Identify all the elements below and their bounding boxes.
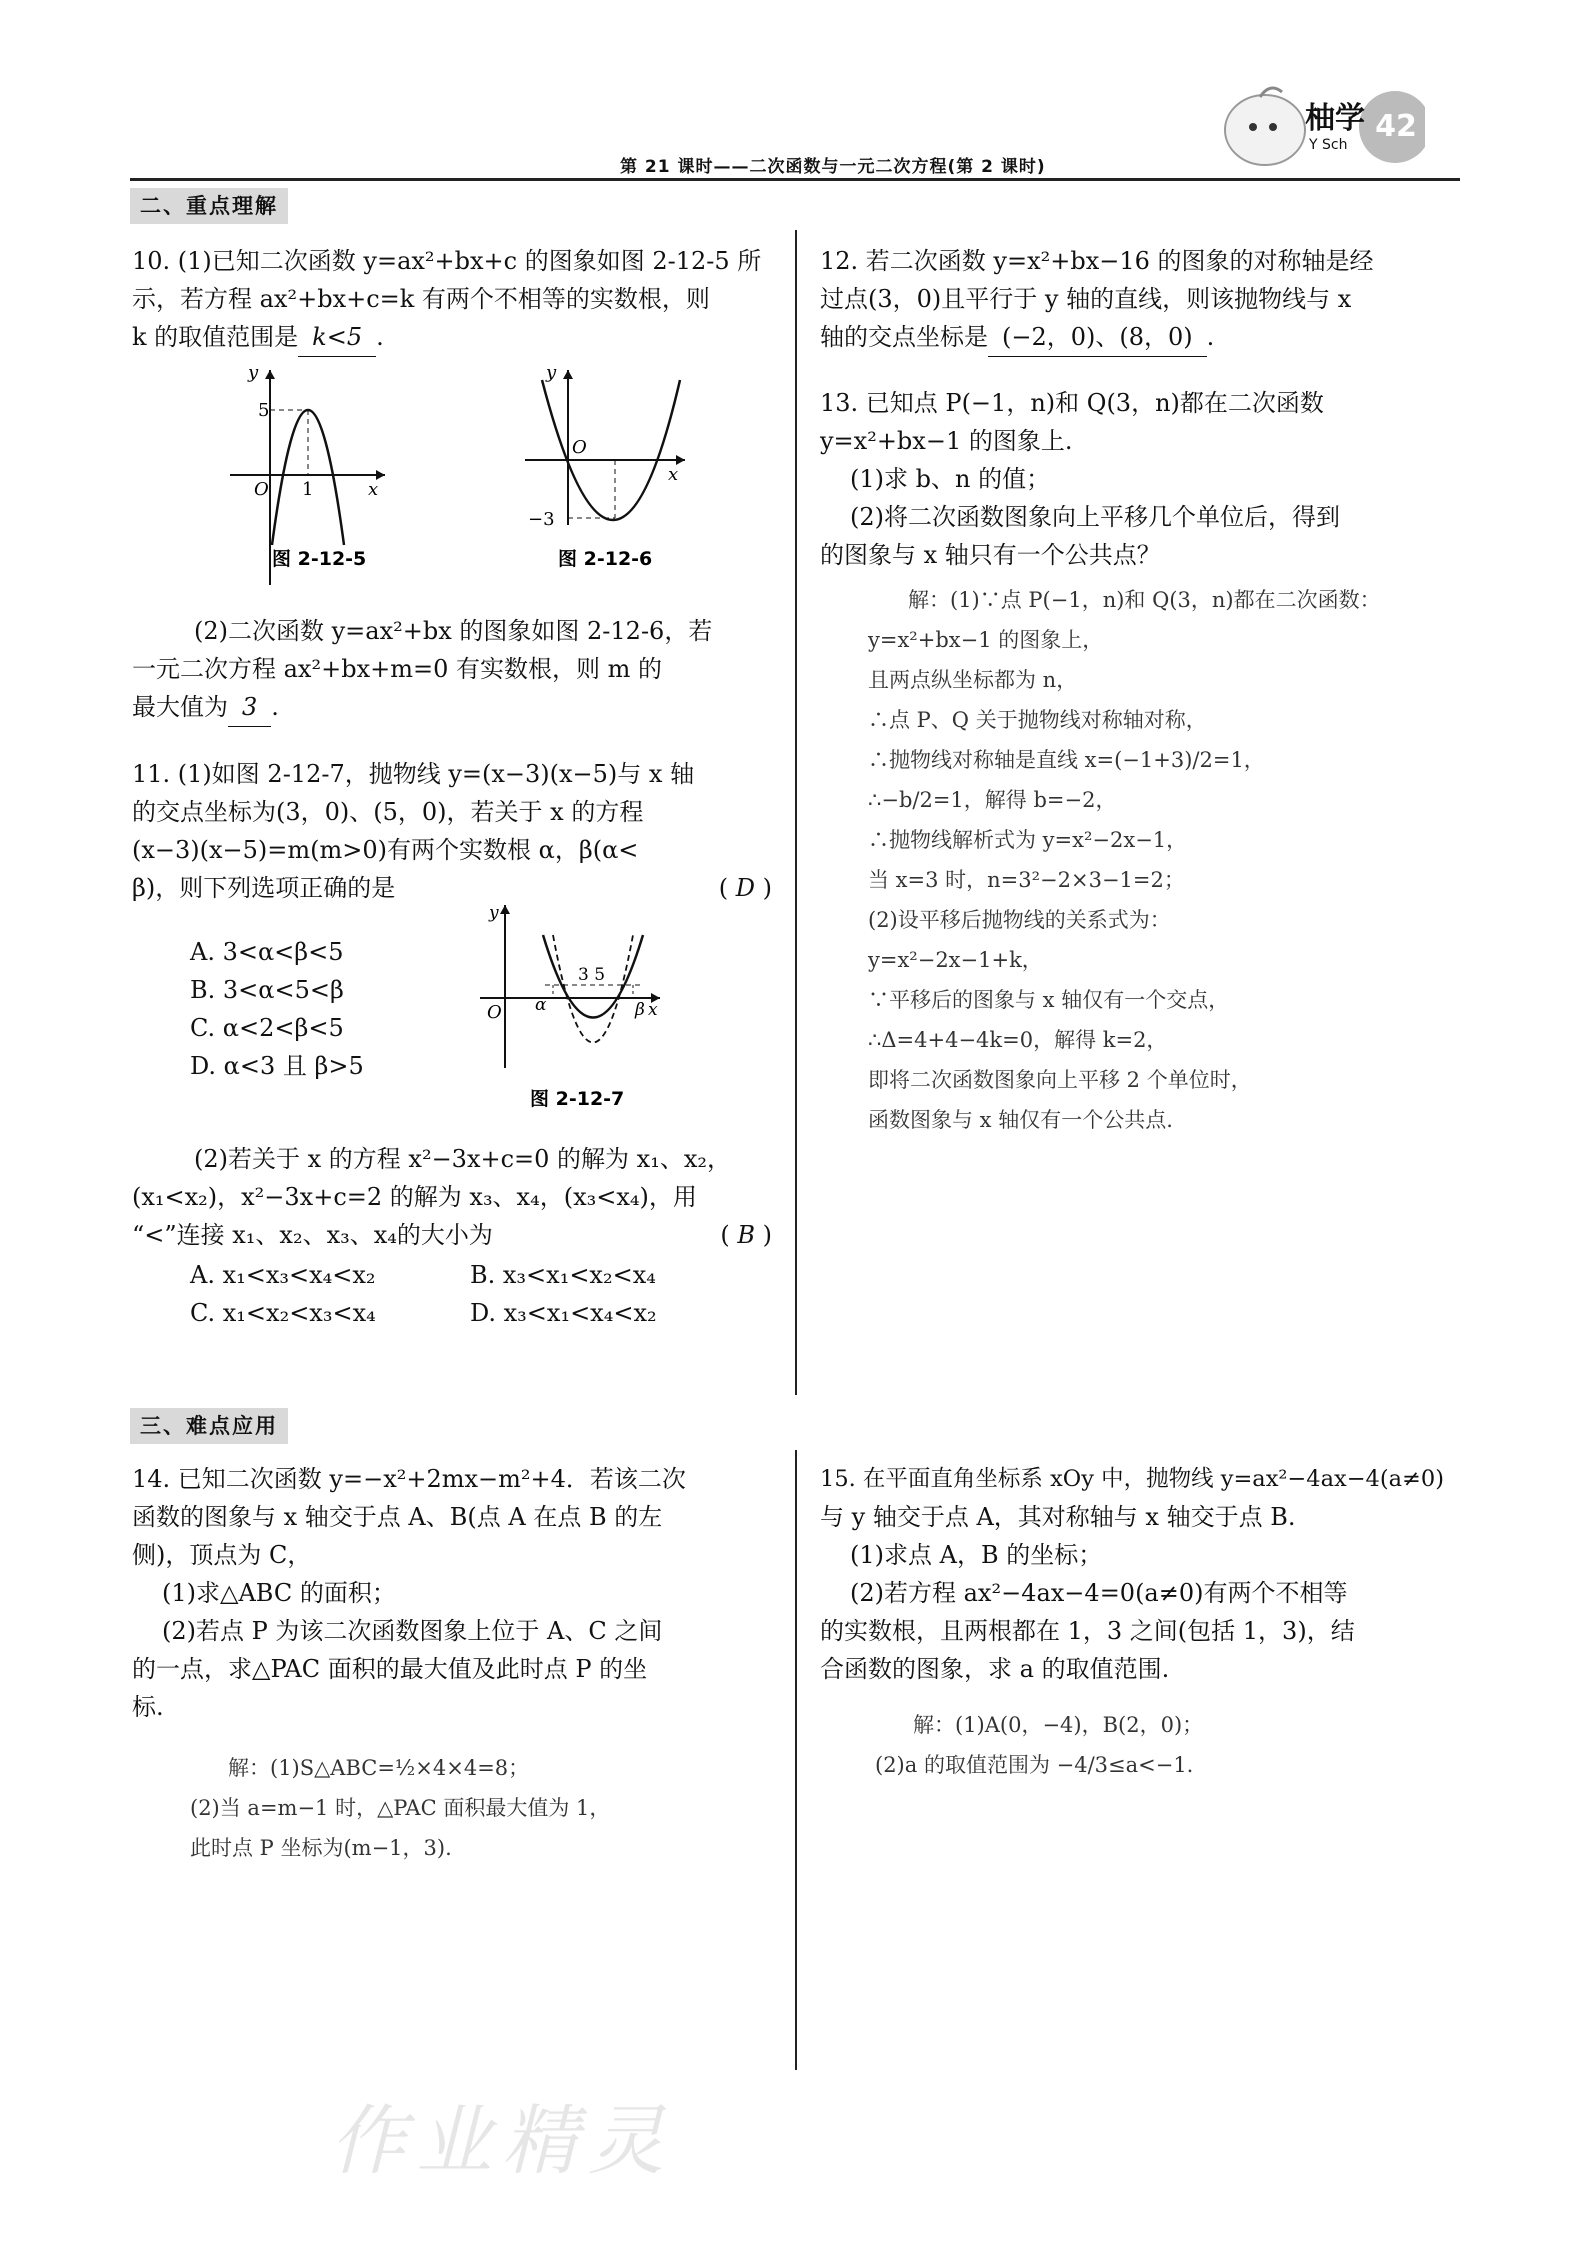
q13-sol-line: 即将二次函数图象向上平移 2 个单位时， bbox=[868, 1068, 1252, 1092]
question-15 bbox=[820, 1460, 1470, 1688]
q15-line6: 合函数的图象，求 a 的取值范围. bbox=[820, 1655, 1170, 1683]
q10-p2-line2: 一元二次方程 ax²+bx+m=0 有实数根，则 m 的 bbox=[132, 655, 662, 683]
q13-sol-line: y=x²+bx−1 的图象上， bbox=[868, 628, 1104, 652]
fig3-label-35: 3 5 bbox=[578, 965, 606, 985]
figure-2-12-7 bbox=[475, 900, 665, 1120]
q13-sol-line: y=x²−2x−1+k， bbox=[868, 948, 1043, 972]
q15-solution bbox=[875, 1705, 1455, 1785]
q14-line1: 14. 已知二次函数 y=−x²+2mx−m²+4．若该二次 bbox=[132, 1465, 686, 1493]
q11-answer-1: D bbox=[735, 874, 755, 902]
q13-sol-line: ∴点 P、Q 关于抛物线对称轴对称， bbox=[868, 708, 1207, 732]
q14-line6: 的一点，求△PAC 面积的最大值及此时点 P 的坐 bbox=[132, 1655, 648, 1683]
q14-line3: 侧)，顶点为 C， bbox=[132, 1541, 312, 1569]
q10-p2-line3: 最大值为 3 . bbox=[132, 688, 772, 727]
fig2-label-neg3: −3 bbox=[528, 509, 555, 530]
q14-sol-line: (2)当 a=m−1 时，△PAC 面积最大值为 1， bbox=[190, 1796, 611, 1820]
q14-sol-line: 解：(1)S△ABC=½×4×4=8； bbox=[228, 1756, 530, 1780]
q13-solution bbox=[868, 580, 1468, 1140]
brand-logo bbox=[1205, 75, 1425, 175]
question-13 bbox=[820, 384, 1460, 574]
q10-line2: 示，若方程 ax²+bx+c=k 有两个不相等的实数根，则 bbox=[132, 285, 710, 313]
q13-line1: 13. 已知点 P(−1，n)和 Q(3，n)都在二次函数 bbox=[820, 389, 1324, 417]
header-rule bbox=[130, 178, 1460, 181]
figure-2-12-5 bbox=[220, 360, 390, 590]
question-14 bbox=[132, 1460, 772, 1726]
q13-sol-line: ∴抛物线对称轴是直线 x=(−1+3)/2=1， bbox=[868, 748, 1265, 772]
column-divider-2 bbox=[795, 1450, 797, 2070]
q11-p2-option-c: C. x₁<x₂<x₃<x₄ bbox=[190, 1299, 376, 1327]
q13-sol-line: ∵平移后的图象与 x 轴仅有一个交点， bbox=[868, 988, 1230, 1012]
section-heading-3: 三、难点应用 bbox=[130, 1408, 288, 1444]
column-divider bbox=[795, 230, 797, 1395]
q14-solution bbox=[190, 1748, 770, 1868]
q10-p2-line1: (2)二次函数 y=ax²+bx 的图象如图 2-12-6，若 bbox=[194, 617, 713, 645]
fig3-x: x bbox=[648, 1000, 658, 1020]
watermark: 作业精灵 bbox=[330, 2096, 674, 2185]
q15-line1: 15. 在平面直角坐标系 xOy 中，抛物线 y=ax²−4ax−4(a≠0) bbox=[820, 1466, 1445, 1492]
q14-sol-line: 此时点 P 坐标为(m−1，3). bbox=[190, 1836, 452, 1860]
q11-line2: 的交点坐标为(3，0)、(5，0)，若关于 x 的方程 bbox=[132, 798, 644, 826]
q15-line3: (1)求点 A，B 的坐标； bbox=[850, 1541, 1103, 1569]
q11-line4: β)，则下列选项正确的是 ( D ) bbox=[132, 874, 772, 902]
q11-p2-line3: “<”连接 x₁、x₂、x₃、x₄的大小为 ( B ) bbox=[132, 1221, 772, 1249]
question-11-part2 bbox=[132, 1140, 772, 1254]
q12-line1: 12. 若二次函数 y=x²+bx−16 的图象的对称轴是经 bbox=[820, 247, 1374, 275]
q11-p2-option-a: A. x₁<x₃<x₄<x₂ bbox=[190, 1261, 376, 1289]
fig2-origin: O bbox=[572, 437, 587, 458]
fig2-y: y bbox=[546, 362, 557, 383]
q11-p2-option-b: B. x₃<x₁<x₂<x₄ bbox=[470, 1261, 656, 1289]
q13-sol-line: 且两点纵坐标都为 n， bbox=[868, 668, 1078, 692]
q13-sol-line: ∴Δ=4+4−4k=0，解得 k=2， bbox=[868, 1028, 1168, 1052]
q15-sol-line: (2)a 的取值范围为 −4/3≤a<−1. bbox=[875, 1753, 1194, 1777]
q10-answer-2: 3 bbox=[228, 688, 271, 727]
q11-option-c: C. α<2<β<5 bbox=[190, 1014, 344, 1042]
q11-line1: 11. (1)如图 2-12-7，抛物线 y=(x−3)(x−5)与 x 轴 bbox=[132, 760, 695, 788]
fig3-alpha: α bbox=[535, 995, 547, 1015]
q11-p2-line2: (x₁<x₂)，x²−3x+c=2 的解为 x₃、x₄，(x₃<x₄)，用 bbox=[132, 1183, 697, 1211]
q11-option-d: D. α<3 且 β>5 bbox=[190, 1052, 364, 1080]
q10-line1: 10. (1)已知二次函数 y=ax²+bx+c 的图象如图 2-12-5 所 bbox=[132, 247, 762, 275]
q13-line4: (2)将二次函数图象向上平移几个单位后，得到 bbox=[850, 503, 1340, 531]
q12-line3: 轴的交点坐标是 (−2，0)、(8，0) . bbox=[820, 318, 1460, 357]
q11-p2-line1: (2)若关于 x 的方程 x²−3x+c=0 的解为 x₁、x₂， bbox=[194, 1145, 731, 1173]
q13-sol-line: 解：(1)∵点 P(−1，n)和 Q(3，n)都在二次函数： bbox=[908, 588, 1381, 612]
q10-answer-1: k<5 bbox=[298, 318, 376, 357]
fig3-caption: 图 2-12-7 bbox=[530, 1088, 625, 1110]
q14-line7: 标. bbox=[132, 1693, 164, 1721]
fig1-origin: O bbox=[254, 479, 269, 500]
q15-line5: 的实数根，且两根都在 1，3 之间(包括 1，3)，结 bbox=[820, 1617, 1355, 1645]
q13-line5: 的图象与 x 轴只有一个公共点？ bbox=[820, 541, 1161, 569]
q14-line4: (1)求△ABC 的面积； bbox=[162, 1579, 396, 1607]
q14-line2: 函数的图象与 x 轴交于点 A、B(点 A 在点 B 的左 bbox=[132, 1503, 663, 1531]
section-heading-2: 二、重点理解 bbox=[130, 188, 288, 224]
page-number: 42 bbox=[1375, 109, 1417, 144]
q11-option-a: A. 3<α<β<5 bbox=[190, 938, 344, 966]
q15-sol-line: 解：(1)A(0，−4)，B(2，0)； bbox=[913, 1713, 1204, 1737]
fig3-origin: O bbox=[487, 1002, 502, 1023]
q13-line2: y=x²+bx−1 的图象上. bbox=[820, 427, 1073, 455]
lesson-title: 第 21 课时——二次函数与一元二次方程(第 2 课时) bbox=[620, 157, 1046, 177]
q13-sol-line: ∴−b/2=1，解得 b=−2， bbox=[868, 788, 1117, 812]
fig1-label-5: 5 bbox=[258, 400, 270, 421]
q15-line2: 与 y 轴交于点 A，其对称轴与 x 轴交于点 B. bbox=[820, 1503, 1296, 1531]
brand-sub: Y Sch bbox=[1309, 137, 1348, 153]
fig2-x: x bbox=[668, 464, 679, 485]
brand-name: 柚学 bbox=[1305, 101, 1365, 136]
question-10 bbox=[132, 242, 772, 357]
q13-sol-line: ∴抛物线解析式为 y=x²−2x−1， bbox=[868, 828, 1188, 852]
q15-line4: (2)若方程 ax²−4ax−4=0(a≠0)有两个不相等 bbox=[850, 1579, 1348, 1607]
q11-option-b: B. 3<α<5<β bbox=[190, 976, 344, 1004]
fig1-x: x bbox=[368, 479, 379, 500]
fig1-y: y bbox=[248, 362, 259, 383]
q13-sol-line: (2)设平移后抛物线的关系式为： bbox=[868, 908, 1171, 932]
q14-line5: (2)若点 P 为该二次函数图象上位于 A、C 之间 bbox=[162, 1617, 663, 1645]
fig3-y: y bbox=[489, 903, 499, 923]
q11-answer-2: B bbox=[737, 1221, 755, 1249]
fig2-caption: 图 2-12-6 bbox=[558, 548, 653, 570]
q10-line3: k 的取值范围是 k<5 . bbox=[132, 318, 772, 357]
question-10-part2 bbox=[132, 612, 772, 727]
q13-sol-line: 函数图象与 x 轴仅有一个公共点. bbox=[868, 1108, 1173, 1132]
q13-line3: (1)求 b、n 的值； bbox=[850, 465, 1051, 493]
q12-answer: (−2，0)、(8，0) bbox=[988, 318, 1207, 357]
q11-options bbox=[190, 933, 364, 1085]
q12-line2: 过点(3，0)且平行于 y 轴的直线，则该抛物线与 x bbox=[820, 285, 1352, 313]
question-12 bbox=[820, 242, 1460, 357]
q11-p2-options bbox=[190, 1256, 750, 1332]
fig1-label-1: 1 bbox=[302, 479, 314, 500]
q13-sol-line: 当 x=3 时，n=3²−2×3−1=2； bbox=[868, 868, 1185, 892]
q11-p2-option-d: D. x₃<x₁<x₄<x₂ bbox=[470, 1299, 657, 1327]
question-11 bbox=[132, 755, 772, 907]
fig3-beta: β bbox=[635, 1000, 645, 1020]
q11-line3: (x−3)(x−5)=m(m>0)有两个实数根 α，β(α< bbox=[132, 836, 639, 864]
fig1-caption: 图 2-12-5 bbox=[272, 548, 367, 570]
figure-2-12-6 bbox=[520, 360, 700, 590]
